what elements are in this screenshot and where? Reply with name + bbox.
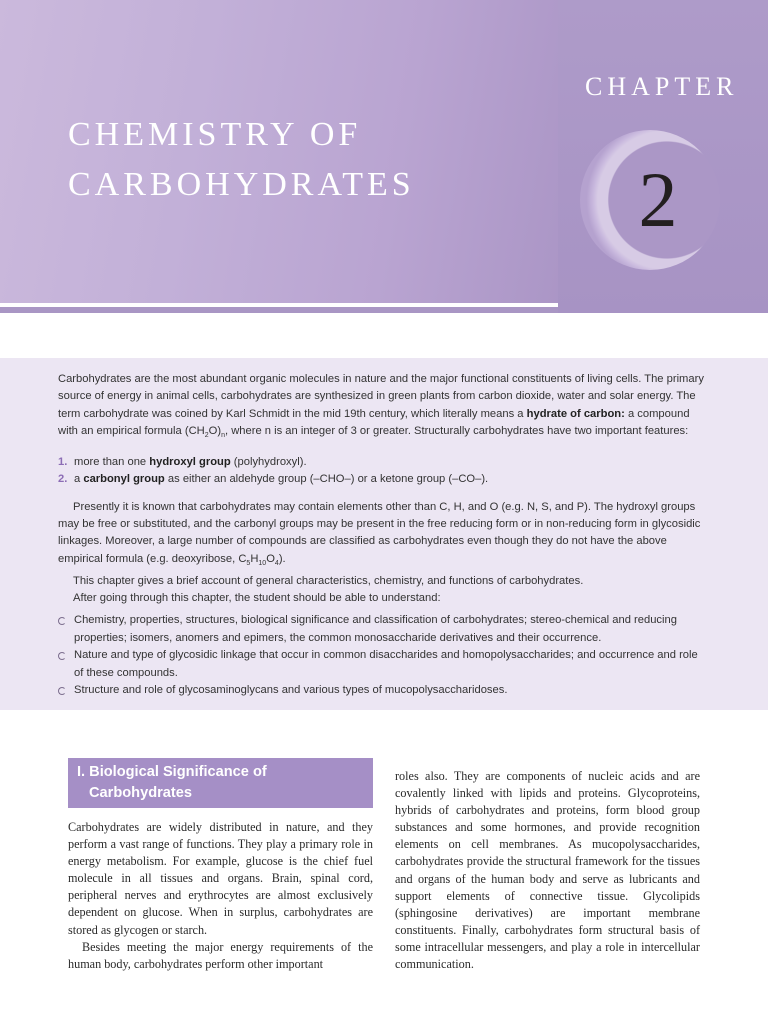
intro-text: Carbohydrates are the most abundant organic molecules in nature and the major functional constituents of living cells. The primary source of energy in animal cells, carbohydrates are synthesized in green plants from carbon dioxide, water and solar energy. The term carbohydrate was coined by Karl Schmidt in the mid 19th century, which literally means a — [58, 373, 704, 420]
formula-subscript: n — [221, 432, 225, 440]
chapter-title-line2: CARBOHYDRATES — [68, 166, 415, 203]
chapter-title-line1: CHEMISTRY OF — [68, 116, 362, 153]
bullet-icon — [58, 652, 66, 660]
intro-text: O) — [208, 425, 222, 438]
body-paragraph: Besides meeting the major energy requirements of the human body, carbohydrates perform other important — [68, 939, 373, 971]
feature-number: 2. — [58, 473, 68, 486]
intro-text: a compound with an empirical formula (CH — [58, 407, 690, 438]
intro-paragraph-2 — [58, 499, 710, 573]
chapter-number: 2 — [638, 156, 678, 243]
section-heading — [68, 758, 373, 808]
feature-bold: hydroxyl group — [149, 455, 231, 468]
objective-item — [58, 612, 710, 647]
feature-text: as either an aldehyde group (–CHO–) or a ketone group (–CO–). — [164, 473, 489, 486]
intro-text: O — [266, 552, 275, 565]
intro-paragraph-1 — [58, 371, 710, 445]
objective-text: Chemistry, properties, structures, biological significance and classification of carbohydrates; stereo-chemical and reducing properties; isomers, anomers and epimers, the common monosaccharide derivatives and their occurrence. — [74, 614, 677, 644]
intro-text: H — [250, 552, 259, 565]
feature-item — [58, 471, 710, 488]
feature-number: 1. — [58, 455, 68, 468]
intro-paragraph-3: This chapter gives a brief account of general characteristics, chemistry, and functions of carbohydrates. — [73, 574, 584, 587]
bullet-icon — [58, 617, 66, 625]
formula-subscript: 2 — [204, 432, 209, 440]
feature-text: more than one — [74, 455, 150, 468]
objective-text: Nature and type of glycosidic linkage that occur in common disaccharides and homopolysaccharides; and occurrence and role of these compounds. — [74, 649, 698, 679]
section-heading-line1: I. Biological Significance of — [77, 764, 267, 780]
body-column-left — [68, 819, 373, 973]
section-heading-line2: Carbohydrates — [89, 785, 192, 801]
chapter-title — [68, 110, 548, 210]
chapter-introduction — [0, 358, 768, 710]
intro-text: ). — [278, 552, 286, 565]
intro-paragraph-4: After going through this chapter, the student should be able to understand: — [73, 591, 441, 604]
feature-bold: carbonyl group — [83, 473, 165, 486]
objective-item — [58, 647, 710, 682]
chapter-label: CHAPTER — [585, 72, 739, 101]
objective-item — [58, 682, 710, 699]
intro-text: , where n is an integer of 3 or greater. Structurally carbohydrates have two important features: — [224, 425, 689, 438]
formula-subscript: 4 — [274, 560, 279, 568]
formula-subscript: 5 — [246, 560, 251, 568]
feature-item — [58, 454, 710, 471]
objective-text: Structure and role of glycosaminoglycans and various types of mucopolysaccharidoses. — [74, 683, 508, 696]
body-paragraph: roles also. They are components of nucleic acids and are covalently linked with lipids and proteins. Glycoproteins, hybrids of carbohydrates and proteins, form blood group substances and some hormones, and provide recognition elements on cell membranes. As mucopolysaccharides, carbohydrates provide the structural framework for the tissues and organs of the human body and serve as lubricants and support elements of connective tissue. Glycolipids (sphingosine derivatives) are important membrane constituents. Finally, carbohydrates form structural basis of some intracellular messengers, and play a role in intercellular communication. — [395, 769, 700, 972]
intro-bold-term: hydrate of carbon: — [526, 407, 625, 420]
body-column-right — [395, 768, 700, 973]
feature-text: a — [74, 473, 84, 486]
objectives-list — [58, 612, 710, 699]
feature-text: (polyhydroxyl). — [230, 455, 307, 468]
intro-text: Presently it is known that carbohydrates may contain elements other than C, H, and O (e.g. N, S, and P). The hydroxyl groups may be free or substituted, and the carbonyl groups may be present in the free reducing form or in non-reducing form in glycosidic linkages. Moreover, a large number of compounds are classified as carbohydrates even though they do not have the above empirical formula (e.g. deoxyribose, C — [58, 500, 701, 565]
body-paragraph: Carbohydrates are widely distributed in nature, and they perform a vast range of functions. They play a primary role in energy metabolism. For example, glucose is the chief fuel molecule in all tissues and organs. Brain, spinal cord, peripheral nerves and erythrocytes are almost exclusively dependent on glucose. When in surplus, carbohydrates are stored as glycogen or starch. — [68, 820, 373, 937]
feature-list — [58, 454, 710, 489]
bullet-icon — [58, 687, 66, 695]
formula-subscript: 10 — [258, 560, 267, 568]
banner-underline — [0, 307, 558, 313]
